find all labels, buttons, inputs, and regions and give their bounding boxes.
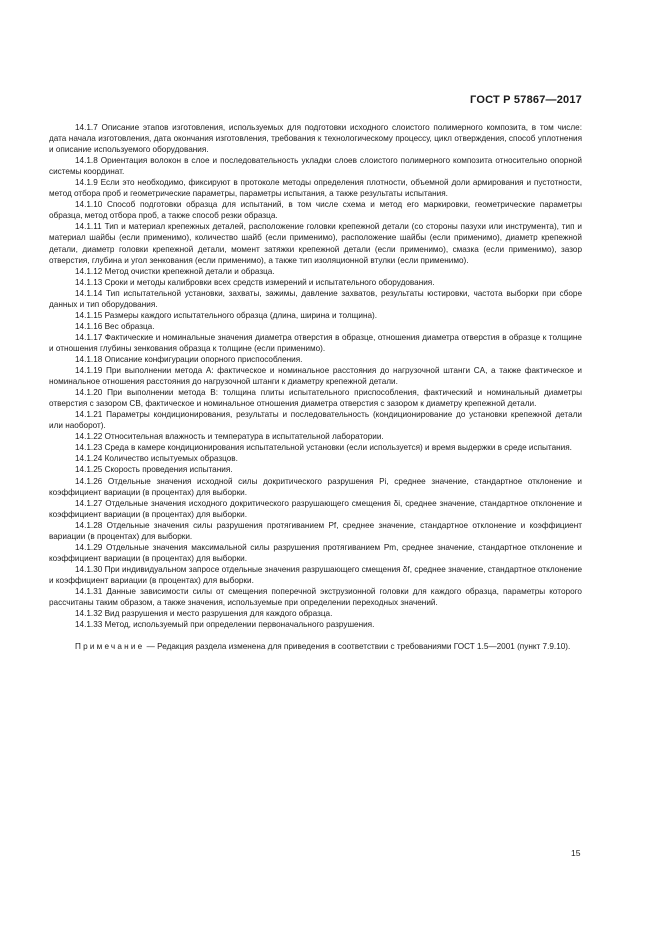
note-text: — Редакция раздела изменена для приведения в соответствии с требованиями ГОСТ 1.5—2001 (пункт 7.9.10). — [144, 642, 571, 652]
clause-14-1-20: 14.1.20 При выполнении метода В: толщина плиты испытательного приспособления, фактический и номинальный диаметры отверстия с зазором CB, фактическое и номинальное отношения диаметра отверстия с зазором к диаметру крепежной детали. — [49, 388, 582, 409]
section-body — [49, 122, 582, 652]
clause-14-1-28: 14.1.28 Отдельные значения силы разрушения протягиванием Pf, среднее значение, стандартное отклонение и коэффициент вариации (в процентах) для выборки. — [49, 520, 582, 541]
clause-14-1-7: 14.1.7 Описание этапов изготовления, используемых для подготовки исходного слоистого полимерного композита, в том числе: дата начала изготовления, дата окончания изготовления, требования к технологическому процессу, цикл отверждения, способ уплотнения и описание используемого оборудования. — [49, 123, 582, 155]
standard-designation: ГОСТ Р 57867—2017 — [470, 94, 582, 106]
clause-14-1-31: 14.1.31 Данные зависимости силы от смещения поперечной экструзионной головки для каждого образца, параметры которого рассчитаны таким образом, а также значения, используемые при определении переходных значений. — [49, 586, 582, 608]
clause-14-1-14: 14.1.14 Тип испытательной установки, захваты, зажимы, давление захватов, результаты юстировки, частота выборки при сборе данных и тип оборудования. — [49, 288, 582, 309]
clause-14-1-13: 14.1.13 Сроки и методы калибровки всех средств измерений и испытательного оборудования. — [75, 277, 435, 287]
clause-14-1-18: 14.1.18 Описание конфигурации опорного приспособления. — [75, 354, 303, 364]
clause-14-1-9: 14.1.9 Если это необходимо, фиксируют в протоколе методы определения плотности, объемной доли армирования и пустотности, метод отбора проб и геометрические параметры, параметры испытания, а также результаты испытания. — [49, 178, 582, 199]
clause-14-1-23: 14.1.23 Среда в камере кондиционирования испытательной установки (если используется) и время выдержки в среде испытания. — [75, 443, 572, 453]
clause-14-1-15: 14.1.15 Размеры каждого испытательного образца (длина, ширина и толщина). — [75, 310, 378, 320]
clause-14-1-21: 14.1.21 Параметры кондиционирования, результаты и последовательность (кондиционирование до установки крепежной детали или наоборот). — [49, 410, 582, 431]
clause-14-1-16: 14.1.16 Вес образца. — [75, 321, 155, 331]
clause-14-1-30: 14.1.30 При индивидуальном запросе отдельные значения разрушающего смещения δf, среднее значение, стандартное отклонение и коэффициент вариации (в процентах) для выборки. — [49, 564, 582, 585]
clause-14-1-22: 14.1.22 Относительная влажность и температура в испытательной лаборатории. — [75, 432, 384, 442]
clause-14-1-33: 14.1.33 Метод, используемый при определении первоначального разрушения. — [75, 620, 375, 630]
clause-14-1-11: 14.1.11 Тип и материал крепежных деталей, расположение головки крепежной детали (со стороны пазухи или инструмента), тип и материал шайбы (если применимо), количество шайб (если применимо), расположение шайбы (если применимо), диаметр крепежной детали, диаметр головки крепежной детали, момент затяжки крепежной детали (если применимо), смазка (если применимо), зазор отверстия, глубина и угол зенкования (если применимо), а также тип изоляционной втулки (если применимо). — [49, 222, 582, 265]
clause-14-1-24: 14.1.24 Количество испытуемых образцов. — [75, 454, 238, 464]
clause-14-1-8: 14.1.8 Ориентация волокон в слое и последовательность укладки слоев слоистого полимерного композита относительно опорной системы координат. — [49, 156, 582, 177]
clause-14-1-17: 14.1.17 Фактические и номинальные значения диаметра отверстия в образце, отношения диаметра отверстия в образце к толщине и отношения глубины зенкования образца к толщине (если применимо). — [49, 332, 582, 353]
note-label: Примечание — [75, 642, 145, 652]
clause-14-1-32: 14.1.32 Вид разрушения и место разрушения для каждого образца. — [75, 609, 333, 619]
clause-14-1-19: 14.1.19 При выполнении метода А: фактическое и номинальное расстояния до нагрузочной штанги CA, а также фактическое и номинальное отношения расстояния до нагрузочной штанги к диаметру крепежной детали. — [49, 366, 582, 387]
clause-14-1-27: 14.1.27 Отдельные значения исходного докритического разрушающего смещения δi, среднее значение, стандартное отклонение и коэффициент вариации (в процентах) для выборки. — [49, 498, 582, 519]
clause-14-1-10: 14.1.10 Способ подготовки образца для испытаний, в том числе схема и метод его маркировки, геометрические параметры образца, метод отбора проб, а также способ резки образца. — [49, 200, 582, 221]
clause-14-1-25: 14.1.25 Скорость проведения испытания. — [75, 465, 233, 475]
clause-14-1-12: 14.1.12 Метод очистки крепежной детали и образца. — [75, 266, 275, 276]
clause-14-1-29: 14.1.29 Отдельные значения максимальной силы разрушения протягиванием Pm, среднее значение, стандартное отклонение и коэффициент вариации (в процентах) для выборки. — [49, 542, 582, 563]
clause-14-1-26: 14.1.26 Отдельные значения исходной силы докритического разрушения Pi, среднее значение, стандартное отклонение и коэффициент вариации (в процентах) для выборки. — [49, 476, 582, 497]
note-paragraph — [49, 641, 582, 652]
page-number: 15 — [571, 848, 581, 858]
